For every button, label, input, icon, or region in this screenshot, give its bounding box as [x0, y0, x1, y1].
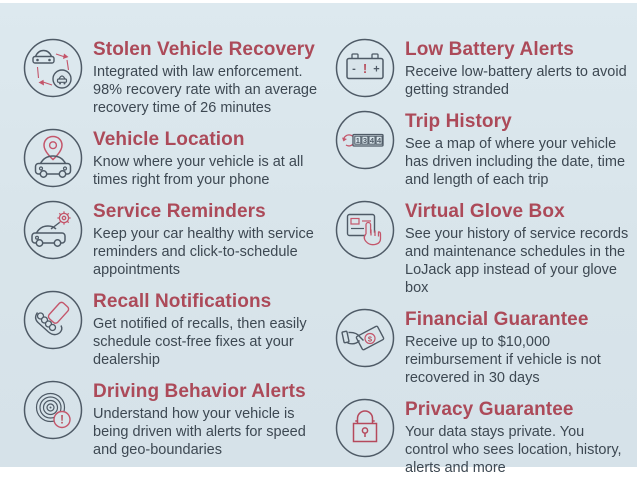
features-column-left	[22, 37, 334, 487]
feature-text	[93, 289, 331, 369]
feature-recall-notifications	[22, 289, 334, 369]
battery-minus-glyph: -	[352, 63, 356, 75]
feature-low-battery-alerts	[334, 37, 631, 99]
odometer-digit: 1	[356, 136, 360, 145]
stolen-vehicle-recovery-icon	[22, 37, 84, 99]
feature-text	[405, 199, 631, 297]
feature-title: Low Battery Alerts	[405, 39, 631, 60]
feature-text	[93, 379, 331, 459]
feature-text	[93, 127, 331, 189]
feature-description: See a map of where your vehicle has driven including the date, time and length of each trip	[405, 135, 631, 189]
feature-title: Vehicle Location	[93, 129, 331, 150]
battery-alert-glyph: !	[363, 61, 367, 76]
feature-title: Driving Behavior Alerts	[93, 381, 331, 402]
feature-text	[405, 397, 631, 477]
feature-description: Receive up to $10,000 reimbursement if vehicle is not recovered in 30 days	[405, 333, 631, 387]
feature-title: Privacy Guarantee	[405, 399, 631, 420]
feature-description: Receive low-battery alerts to avoid getting stranded	[405, 63, 631, 99]
feature-privacy-guarantee	[334, 397, 631, 477]
feature-description: Integrated with law enforcement. 98% recovery rate with an average recovery time of 26 minutes	[93, 63, 331, 117]
feature-title: Stolen Vehicle Recovery	[93, 39, 331, 60]
service-reminders-icon	[22, 199, 84, 261]
feature-text	[405, 37, 631, 99]
feature-virtual-glove-box	[334, 199, 631, 297]
battery-plus-glyph: +	[373, 64, 379, 76]
feature-stolen-vehicle-recovery	[22, 37, 334, 117]
virtual-glove-box-icon	[334, 199, 396, 261]
feature-text	[405, 307, 631, 387]
trip-history-icon	[334, 109, 396, 171]
features-grid	[0, 3, 637, 487]
feature-title: Financial Guarantee	[405, 309, 631, 330]
odometer-digit: 3	[363, 136, 367, 145]
low-battery-alerts-icon	[334, 37, 396, 99]
flyer-background	[0, 3, 637, 467]
feature-title: Trip History	[405, 111, 631, 132]
privacy-guarantee-icon	[334, 397, 396, 459]
odometer-digit: 4	[370, 136, 375, 145]
feature-text	[93, 199, 331, 279]
feature-text	[405, 109, 631, 189]
feature-text	[93, 37, 331, 117]
feature-description: Understand how your vehicle is being driven with alerts for speed and geo-boundaries	[93, 405, 331, 459]
feature-title: Virtual Glove Box	[405, 201, 631, 222]
feature-description: Keep your car healthy with service reminders and click-to-schedule appointments	[93, 225, 331, 279]
feature-description: Know where your vehicle is at all times right from your phone	[93, 153, 331, 189]
driving-behavior-alerts-icon	[22, 379, 84, 441]
feature-description: Your data stays private. You control who sees location, history, alerts and more	[405, 423, 631, 477]
feature-description: Get notified of recalls, then easily schedule cost-free fixes at your dealership	[93, 315, 331, 369]
feature-title: Service Reminders	[93, 201, 331, 222]
odometer-digit: 4	[377, 136, 382, 145]
features-column-right	[334, 37, 631, 487]
dollar-glyph: $	[368, 335, 373, 344]
financial-guarantee-icon	[334, 307, 396, 369]
feature-vehicle-location	[22, 127, 334, 189]
vehicle-location-icon	[22, 127, 84, 189]
feature-trip-history	[334, 109, 631, 189]
feature-financial-guarantee	[334, 307, 631, 387]
feature-description: See your history of service records and maintenance schedules in the LoJack app instead of your glove box	[405, 225, 631, 297]
feature-title: Recall Notifications	[93, 291, 331, 312]
alert-exclamation-glyph: !	[60, 415, 64, 427]
recall-notifications-icon	[22, 289, 84, 351]
feature-service-reminders	[22, 199, 334, 279]
feature-driving-behavior-alerts	[22, 379, 334, 459]
